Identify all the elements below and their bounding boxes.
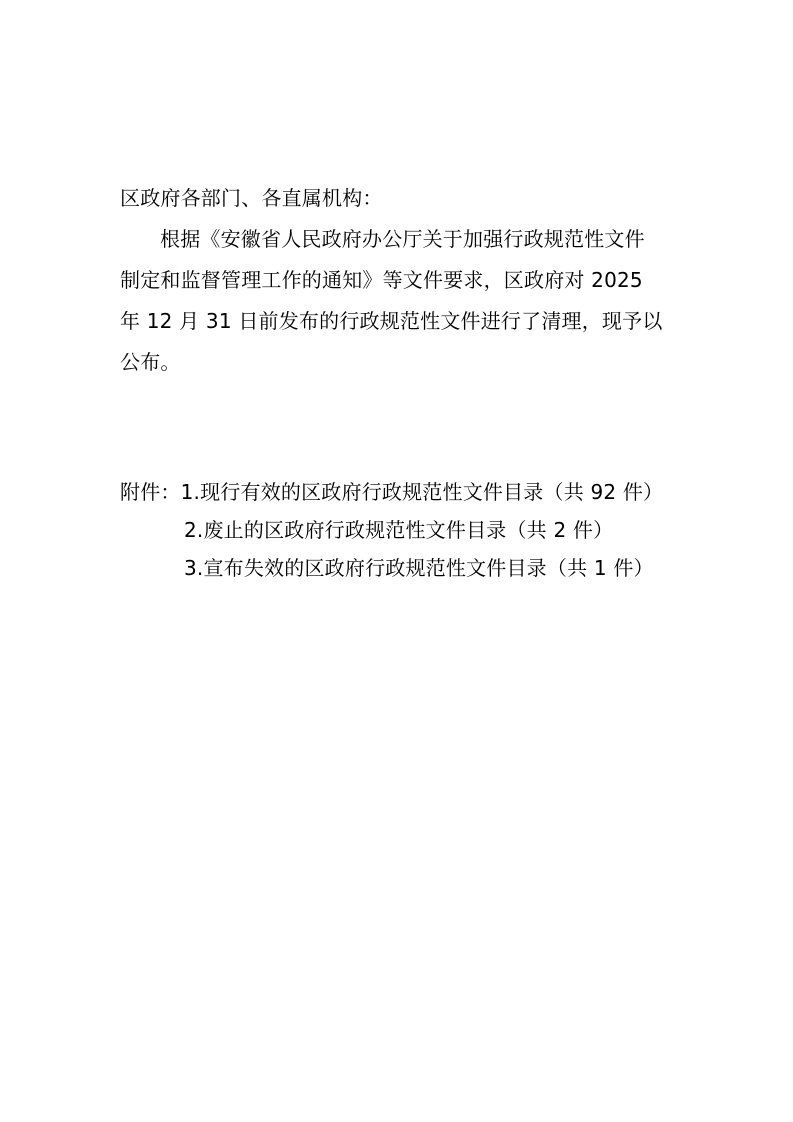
attachment-item bbox=[120, 473, 680, 511]
attachments-label: 附件： bbox=[120, 480, 181, 504]
salutation: 区政府各部门、各直属机构： bbox=[120, 186, 383, 210]
attachment-item: 2.废止的区政府行政规范性文件目录（共 2 件） bbox=[184, 518, 614, 542]
body-line: 根据《安徽省人民政府办公厅关于加强行政规范性文件 bbox=[160, 227, 645, 251]
attachments-section bbox=[120, 473, 680, 587]
body-line: 制定和监督管理工作的通知》等文件要求，区政府对 2025 bbox=[120, 268, 643, 292]
body-paragraph bbox=[120, 219, 680, 383]
body-line: 年 12 月 31 日前发布的行政规范性文件进行了清理，现予以 bbox=[120, 309, 663, 333]
attachment-item: 3.宣布失效的区政府行政规范性文件目录（共 1 件） bbox=[184, 556, 654, 580]
attachment-item-text: 1.现行有效的区政府行政规范性文件目录（共 92 件） bbox=[180, 480, 664, 504]
body-line: 公布。 bbox=[120, 350, 181, 374]
